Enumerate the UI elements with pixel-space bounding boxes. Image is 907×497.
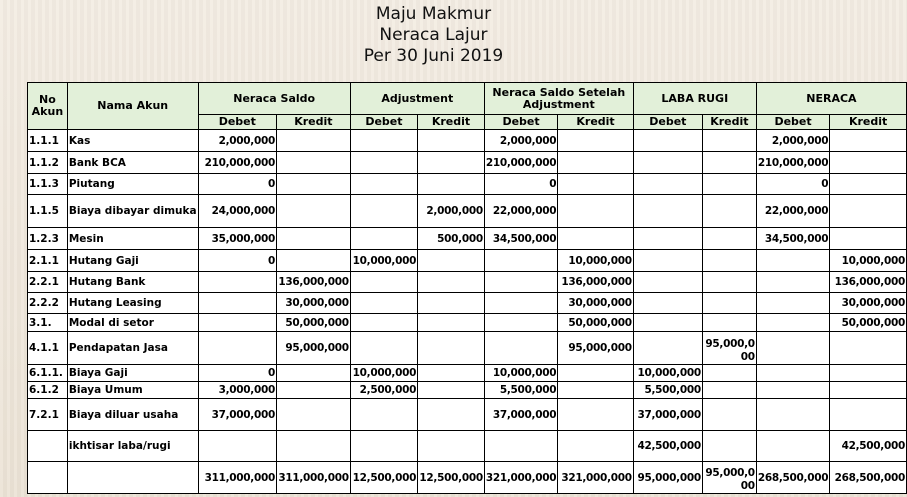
account-name: Biaya diluar usaha — [67, 399, 198, 431]
account-number: 1.1.5 — [28, 195, 68, 228]
amount-cell — [350, 130, 417, 152]
amount-cell — [558, 228, 634, 250]
amount-cell: 268,500,000 — [830, 462, 907, 494]
amount-cell: 95,000,000 — [277, 332, 351, 365]
amount-cell — [702, 431, 756, 462]
amount-cell: 2,000,000 — [198, 130, 276, 152]
amount-cell — [484, 314, 557, 332]
amount-cell — [277, 250, 351, 272]
amount-cell — [198, 293, 276, 314]
amount-cell — [702, 272, 756, 293]
report-title — [0, 4, 867, 67]
amount-cell: 210,000,000 — [198, 152, 276, 174]
amount-cell: 10,000,000 — [484, 365, 557, 382]
amount-cell — [277, 431, 351, 462]
header-adjustment: Adjustment — [350, 83, 484, 115]
account-name: Mesin — [67, 228, 198, 250]
amount-cell: 10,000,000 — [350, 365, 417, 382]
amount-cell: 10,000,000 — [830, 250, 907, 272]
amount-cell — [633, 152, 702, 174]
amount-cell — [830, 174, 907, 195]
amount-cell — [756, 314, 829, 332]
amount-cell — [350, 195, 417, 228]
amount-cell — [830, 152, 907, 174]
table-row — [28, 152, 907, 174]
amount-cell — [418, 314, 485, 332]
amount-cell: 2,000,000 — [484, 130, 557, 152]
account-number: 3.1. — [28, 314, 68, 332]
company-name: Maju Makmur — [375, 4, 492, 24]
table-row — [28, 462, 907, 494]
amount-cell — [702, 174, 756, 195]
amount-cell — [418, 332, 485, 365]
amount-cell: 12,500,000 — [418, 462, 485, 494]
amount-cell — [484, 250, 557, 272]
table-row — [28, 314, 907, 332]
account-name: Hutang Leasing — [67, 293, 198, 314]
account-number: 2.1.1 — [28, 250, 68, 272]
amount-cell — [198, 314, 276, 332]
amount-cell: 30,000,000 — [830, 293, 907, 314]
amount-cell — [418, 365, 485, 382]
amount-cell: 10,000,000 — [633, 365, 702, 382]
amount-cell: 0 — [198, 250, 276, 272]
account-name: Hutang Gaji — [67, 250, 198, 272]
amount-cell — [558, 382, 634, 399]
amount-cell — [830, 399, 907, 431]
amount-cell — [418, 272, 485, 293]
amount-cell: 5,500,000 — [484, 382, 557, 399]
amount-cell — [277, 399, 351, 431]
amount-cell: 210,000,000 — [756, 152, 829, 174]
amount-cell — [558, 174, 634, 195]
account-name — [67, 462, 198, 494]
header-neraca-saldo-debet: Debet — [198, 115, 276, 130]
amount-cell — [756, 332, 829, 365]
amount-cell — [702, 399, 756, 431]
amount-cell: 95,000,000 — [702, 462, 756, 494]
header-laba-rugi-kredit: Kredit — [702, 115, 756, 130]
amount-cell — [558, 399, 634, 431]
account-name: Modal di setor — [67, 314, 198, 332]
amount-cell — [633, 130, 702, 152]
amount-cell — [756, 382, 829, 399]
amount-cell — [484, 431, 557, 462]
amount-cell — [350, 152, 417, 174]
amount-cell — [756, 250, 829, 272]
amount-cell — [830, 382, 907, 399]
amount-cell — [702, 152, 756, 174]
amount-cell: 95,000,000 — [633, 462, 702, 494]
account-name: ikhtisar laba/rugi — [67, 431, 198, 462]
amount-cell — [350, 314, 417, 332]
account-number: 7.2.1 — [28, 399, 68, 431]
amount-cell: 0 — [484, 174, 557, 195]
header-neraca-saldo-setelah-adjustment: Neraca Saldo Setelah Adjustment — [484, 83, 633, 115]
header-laba-rugi: LABA RUGI — [633, 83, 756, 115]
amount-cell — [558, 130, 634, 152]
amount-cell: 210,000,000 — [484, 152, 557, 174]
amount-cell: 30,000,000 — [558, 293, 634, 314]
amount-cell: 136,000,000 — [558, 272, 634, 293]
table-row — [28, 272, 907, 293]
header-neraca-saldo: Neraca Saldo — [198, 83, 350, 115]
amount-cell — [702, 293, 756, 314]
account-name: Bank BCA — [67, 152, 198, 174]
amount-cell — [756, 293, 829, 314]
account-name: Biaya dibayar dimuka — [67, 195, 198, 228]
amount-cell: 3,000,000 — [198, 382, 276, 399]
amount-cell — [484, 293, 557, 314]
amount-cell: 37,000,000 — [484, 399, 557, 431]
table-row — [28, 431, 907, 462]
amount-cell — [756, 272, 829, 293]
amount-cell — [633, 314, 702, 332]
amount-cell — [702, 228, 756, 250]
amount-cell: 136,000,000 — [277, 272, 351, 293]
amount-cell — [418, 399, 485, 431]
amount-cell — [350, 399, 417, 431]
amount-cell: 2,000,000 — [418, 195, 485, 228]
account-name: Pendapatan Jasa — [67, 332, 198, 365]
header-adjustment-kredit: Kredit — [418, 115, 485, 130]
amount-cell — [702, 130, 756, 152]
account-name: Kas — [67, 130, 198, 152]
table-row — [28, 174, 907, 195]
amount-cell: 0 — [198, 174, 276, 195]
amount-cell — [277, 382, 351, 399]
amount-cell — [633, 293, 702, 314]
amount-cell — [418, 293, 485, 314]
amount-cell: 22,000,000 — [756, 195, 829, 228]
table-row — [28, 250, 907, 272]
table-row — [28, 332, 907, 365]
amount-cell — [418, 382, 485, 399]
amount-cell — [633, 174, 702, 195]
table-row — [28, 195, 907, 228]
amount-cell: 0 — [198, 365, 276, 382]
amount-cell — [277, 152, 351, 174]
amount-cell: 95,000,000 — [558, 332, 634, 365]
amount-cell — [702, 195, 756, 228]
amount-cell — [558, 365, 634, 382]
amount-cell — [418, 174, 485, 195]
amount-cell — [350, 228, 417, 250]
amount-cell — [350, 174, 417, 195]
amount-cell: 5,500,000 — [633, 382, 702, 399]
amount-cell — [830, 332, 907, 365]
account-name: Biaya Gaji — [67, 365, 198, 382]
amount-cell — [633, 272, 702, 293]
account-number: 6.1.1. — [28, 365, 68, 382]
account-number: 2.2.2 — [28, 293, 68, 314]
header-neraca-kredit: Kredit — [830, 115, 907, 130]
account-number: 1.1.2 — [28, 152, 68, 174]
account-name: Hutang Bank — [67, 272, 198, 293]
header-neraca-debet: Debet — [756, 115, 829, 130]
amount-cell: 37,000,000 — [198, 399, 276, 431]
amount-cell — [633, 195, 702, 228]
amount-cell — [702, 382, 756, 399]
amount-cell — [277, 195, 351, 228]
amount-cell — [350, 272, 417, 293]
report-period: Per 30 Juni 2019 — [363, 46, 504, 66]
account-number — [28, 431, 68, 462]
account-number: 1.1.1 — [28, 130, 68, 152]
amount-cell: 24,000,000 — [198, 195, 276, 228]
report-name: Neraca Lajur — [379, 25, 488, 45]
amount-cell — [484, 272, 557, 293]
table-row — [28, 130, 907, 152]
table-row — [28, 228, 907, 250]
amount-cell — [830, 365, 907, 382]
amount-cell — [830, 130, 907, 152]
worksheet-body — [28, 130, 907, 494]
amount-cell — [633, 332, 702, 365]
amount-cell — [558, 195, 634, 228]
amount-cell: 42,500,000 — [633, 431, 702, 462]
amount-cell — [756, 365, 829, 382]
amount-cell — [702, 314, 756, 332]
amount-cell — [418, 431, 485, 462]
amount-cell — [418, 152, 485, 174]
amount-cell: 50,000,000 — [558, 314, 634, 332]
amount-cell: 10,000,000 — [350, 250, 417, 272]
amount-cell: 311,000,000 — [277, 462, 351, 494]
amount-cell: 50,000,000 — [277, 314, 351, 332]
amount-cell — [702, 250, 756, 272]
amount-cell — [198, 272, 276, 293]
account-name: Piutang — [67, 174, 198, 195]
amount-cell: 500,000 — [418, 228, 485, 250]
amount-cell: 2,500,000 — [350, 382, 417, 399]
table-row — [28, 399, 907, 431]
amount-cell — [198, 431, 276, 462]
amount-cell: 42,500,000 — [830, 431, 907, 462]
amount-cell — [350, 332, 417, 365]
account-number: 1.2.3 — [28, 228, 68, 250]
amount-cell — [830, 228, 907, 250]
header-nsa-kredit: Kredit — [558, 115, 634, 130]
amount-cell — [418, 130, 485, 152]
header-laba-rugi-debet: Debet — [633, 115, 702, 130]
amount-cell — [277, 228, 351, 250]
amount-cell — [756, 399, 829, 431]
amount-cell — [350, 293, 417, 314]
amount-cell — [830, 195, 907, 228]
amount-cell: 136,000,000 — [830, 272, 907, 293]
amount-cell — [277, 174, 351, 195]
amount-cell: 12,500,000 — [350, 462, 417, 494]
header-no-akun: No Akun — [28, 83, 68, 130]
amount-cell — [198, 332, 276, 365]
amount-cell: 30,000,000 — [277, 293, 351, 314]
worksheet-table — [27, 82, 907, 494]
table-row — [28, 293, 907, 314]
account-number: 1.1.3 — [28, 174, 68, 195]
amount-cell: 22,000,000 — [484, 195, 557, 228]
account-number: 6.1.2 — [28, 382, 68, 399]
amount-cell — [633, 250, 702, 272]
amount-cell — [633, 228, 702, 250]
header-neraca-saldo-kredit: Kredit — [277, 115, 351, 130]
amount-cell — [277, 365, 351, 382]
amount-cell — [558, 152, 634, 174]
amount-cell: 50,000,000 — [830, 314, 907, 332]
amount-cell — [277, 130, 351, 152]
amount-cell — [702, 365, 756, 382]
amount-cell: 321,000,000 — [558, 462, 634, 494]
header-neraca: NERACA — [756, 83, 906, 115]
amount-cell: 34,500,000 — [484, 228, 557, 250]
header-nsa-debet: Debet — [484, 115, 557, 130]
amount-cell — [756, 431, 829, 462]
table-row — [28, 382, 907, 399]
amount-cell: 268,500,000 — [756, 462, 829, 494]
amount-cell: 2,000,000 — [756, 130, 829, 152]
amount-cell: 95,000,000 — [702, 332, 756, 365]
account-number: 2.2.1 — [28, 272, 68, 293]
table-row — [28, 365, 907, 382]
amount-cell: 35,000,000 — [198, 228, 276, 250]
amount-cell — [350, 431, 417, 462]
account-number: 4.1.1 — [28, 332, 68, 365]
amount-cell: 311,000,000 — [198, 462, 276, 494]
amount-cell: 37,000,000 — [633, 399, 702, 431]
amount-cell: 10,000,000 — [558, 250, 634, 272]
amount-cell: 321,000,000 — [484, 462, 557, 494]
amount-cell — [484, 332, 557, 365]
account-number — [28, 462, 68, 494]
amount-cell: 0 — [756, 174, 829, 195]
amount-cell — [558, 431, 634, 462]
amount-cell: 34,500,000 — [756, 228, 829, 250]
header-nama-akun: Nama Akun — [67, 83, 198, 130]
account-name: Biaya Umum — [67, 382, 198, 399]
header-adjustment-debet: Debet — [350, 115, 417, 130]
amount-cell — [418, 250, 485, 272]
